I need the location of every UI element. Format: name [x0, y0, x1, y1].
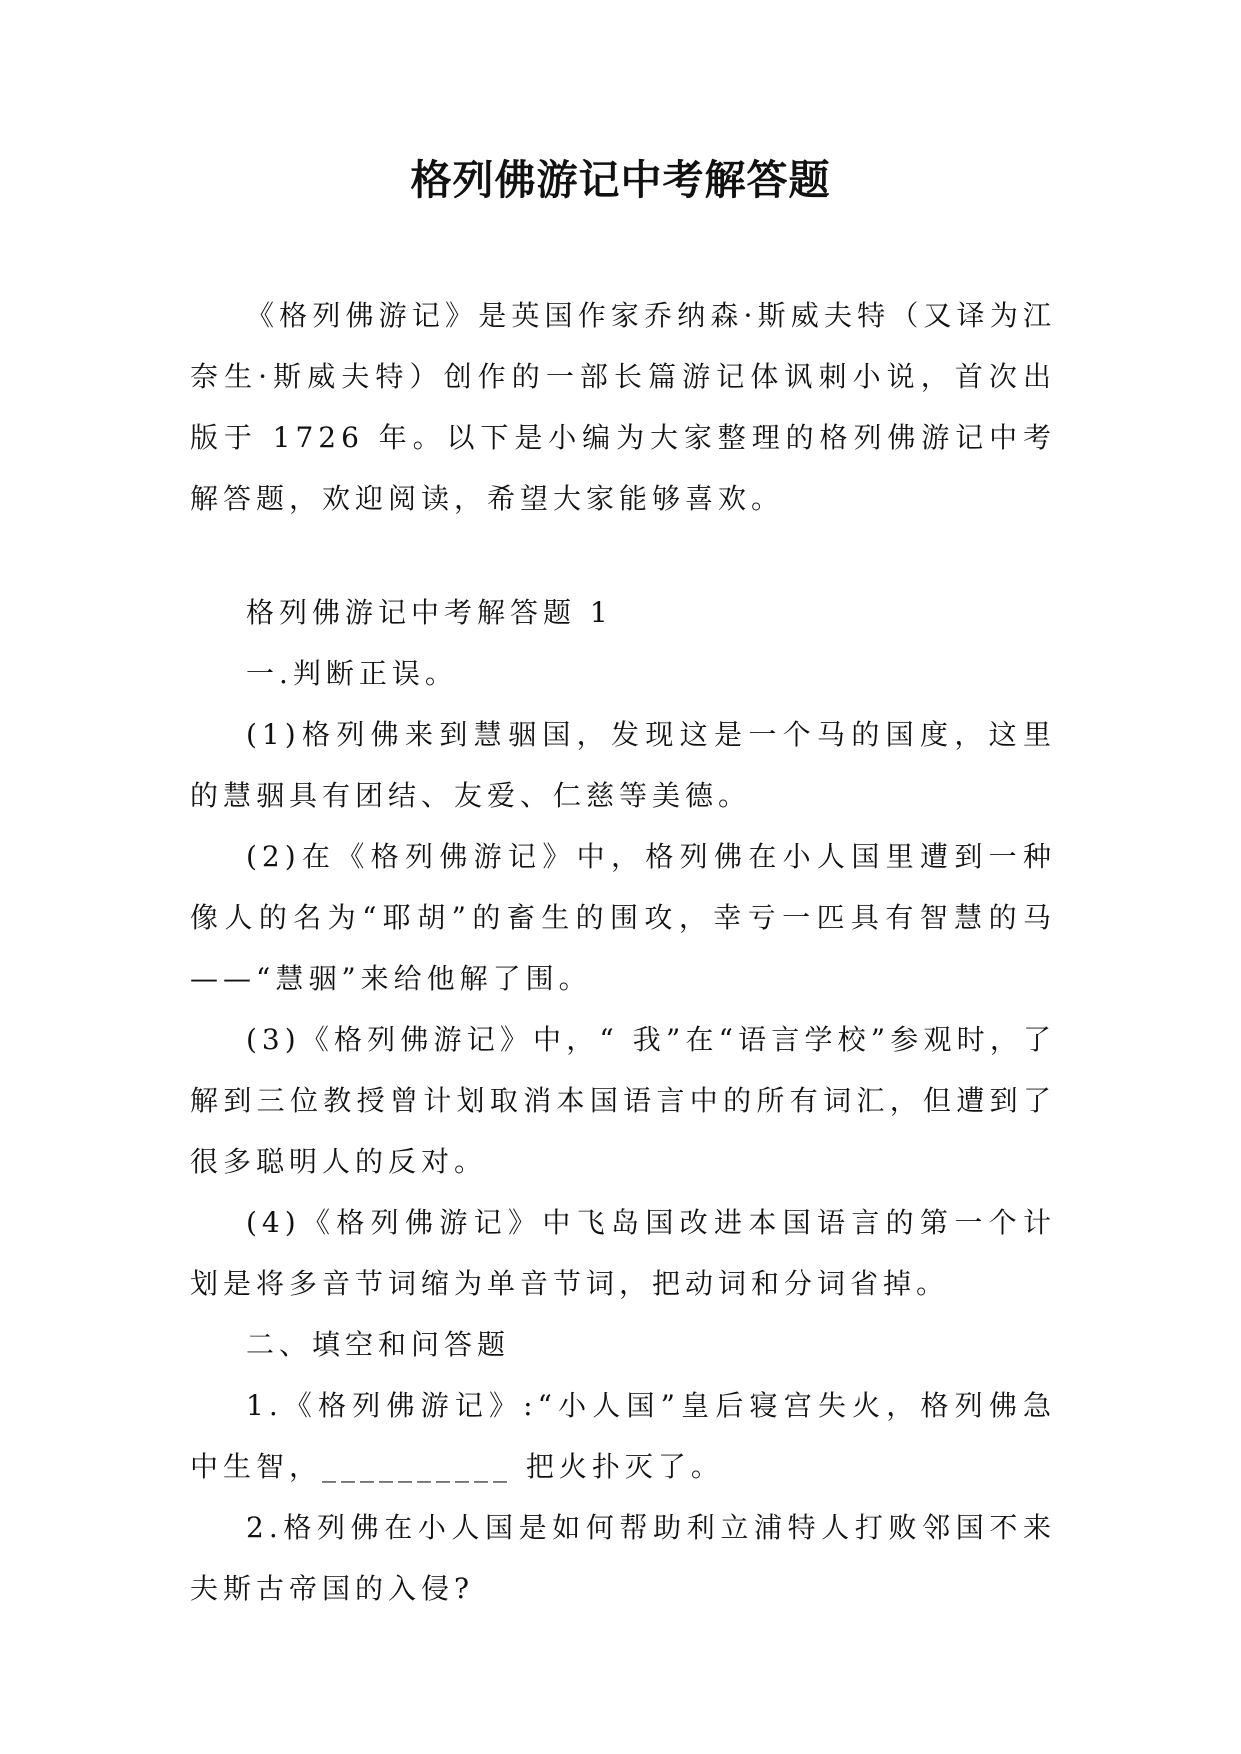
question-item: (2)在《格列佛游记》中，格列佛在小人国里遭到一种像人的名为“耶胡”的畜生的围攻，幸亏一匹具有智慧的马——“慧骃”来给他解了围。 [190, 840, 1056, 995]
document-title: 格列佛游记中考解答题 [410, 156, 831, 204]
part-heading-true-false: 一.判断正误。 [246, 657, 458, 690]
question-item: 2.格列佛在小人国是如何帮助利立浦特人打败邻国不来夫斯古帝国的入侵? [190, 1511, 1056, 1605]
question-item: (1)格列佛来到慧骃国，发现这是一个马的国度，这里的慧骃具有团结、友爱、仁慈等美德。 [190, 718, 1056, 812]
section-heading: 格列佛游记中考解答题 1 [246, 596, 613, 629]
document-body [190, 285, 1056, 1619]
question-item: 1.《格列佛游记》:“小人国”皇后寝宫失火，格列佛急中生智，__________ 把火扑灭了。 [190, 1389, 1056, 1483]
question-item: (3)《格列佛游记》中，“ 我”在“语言学校”参观时，了解到三位教授曾计划取消本国语言中的所有词汇，但遭到了很多聪明人的反对。 [190, 1023, 1056, 1178]
part-heading-fill-in: 二、填空和问答题 [246, 1328, 511, 1361]
question-item: (4)《格列佛游记》中飞岛国改进本国语言的第一个计划是将多音节词缩为单音节词，把动词和分词省掉。 [190, 1206, 1056, 1300]
intro-paragraph: 《格列佛游记》是英国作家乔纳森·斯威夫特（又译为江奈生·斯威夫特）创作的一部长篇游记体讽刺小说，首次出版于 1726 年。以下是小编为大家整理的格列佛游记中考解答题，欢迎阅读，希望大家能够喜欢。 [190, 299, 1056, 515]
